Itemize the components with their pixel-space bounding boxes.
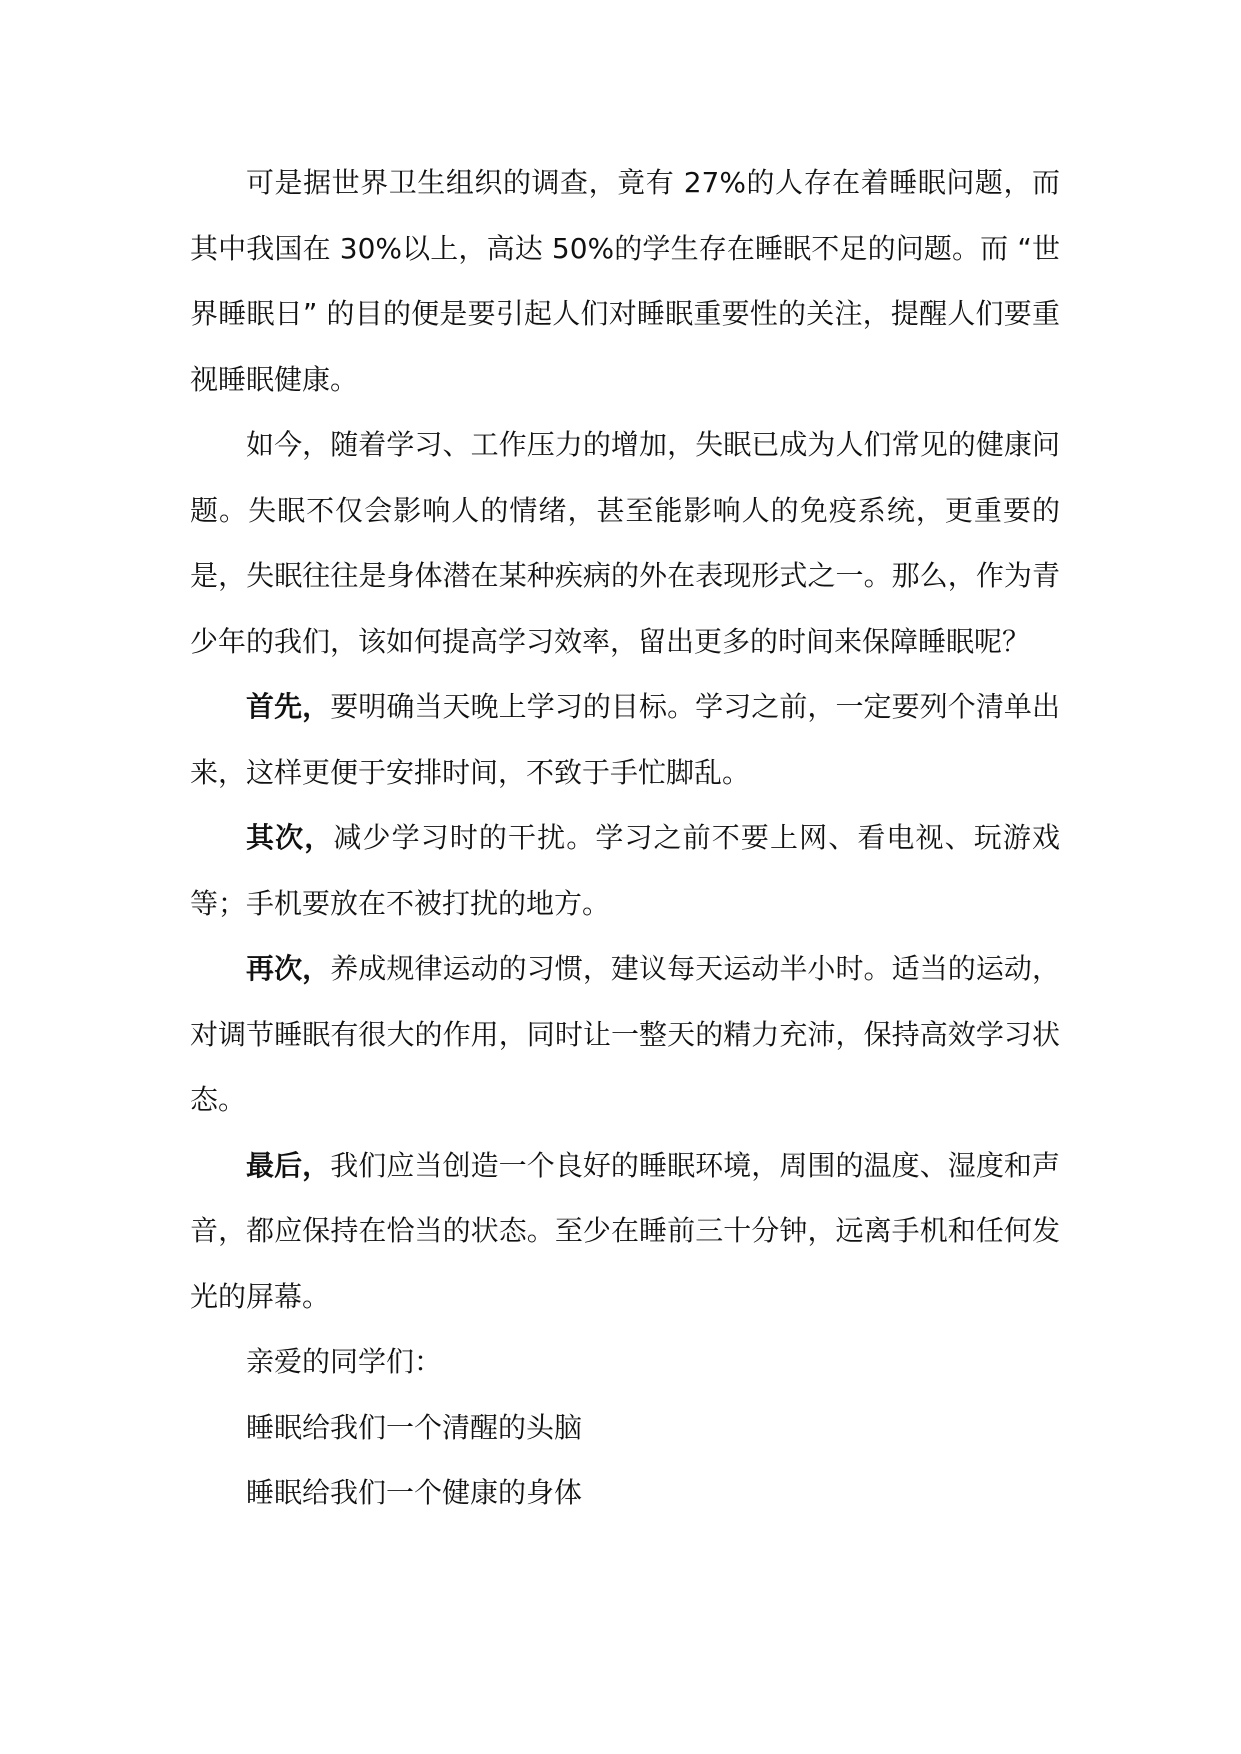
- paragraph-last: [190, 1133, 1060, 1330]
- paragraph-text: 可是据世界卫生组织的调查，竟有 27%的人存在着睡眠问题，而其中我国在 30%以上，高达 50%的学生存在睡眠不足的问题。而 “世界睡眠日” 的目的便是要引起人们对睡眠重要性的关注，提醒人们要重视睡眠健康。: [190, 166, 1060, 396]
- paragraph-lead-third: 再次，: [246, 952, 331, 985]
- paragraph-text: 养成规律运动的习惯，建议每天运动半小时。适当的运动，对调节睡眠有很大的作用，同时让一整天的精力充沛，保持高效学习状态。: [190, 952, 1060, 1116]
- closing-line: 睡眠给我们一个健康的身体: [246, 1476, 583, 1509]
- paragraph-lead-second: 其次，: [246, 821, 334, 854]
- paragraph-second: [190, 805, 1060, 936]
- paragraph-first: [190, 674, 1060, 805]
- paragraph-lead-last: 最后，: [246, 1148, 331, 1182]
- paragraph-text: 减少学习时的干扰。学习之前不要上网、看电视、玩游戏等；手机要放在不被打扰的地方。: [190, 821, 1060, 920]
- paragraph-text: 我们应当创造一个良好的睡眠环境，周围的温度、湿度和声音，都应保持在恰当的状态。至少在睡前三十分钟，远离手机和任何发光的屏幕。: [190, 1148, 1060, 1313]
- paragraph-lead-first: 首先，: [246, 690, 331, 723]
- paragraph-insomnia: [190, 412, 1060, 674]
- paragraph-text: 要明确当天晚上学习的目标。学习之前，一定要列个清单出来，这样更便于安排时间，不致于手忙脚乱。: [190, 690, 1060, 789]
- closing-greeting: 亲爱的同学们：: [246, 1345, 443, 1378]
- closing-line: 睡眠给我们一个清醒的头脑: [246, 1410, 583, 1444]
- paragraph-third: [190, 936, 1060, 1133]
- paragraph-text: 如今，随着学习、工作压力的增加，失眠已成为人们常见的健康问题。失眠不仅会影响人的情绪，甚至能影响人的免疫系统，更重要的是，失眠往往是身体潜在某种疾病的外在表现形式之一。那么，作为青少年的我们，该如何提高学习效率，留出更多的时间来保障睡眠呢？: [190, 428, 1060, 658]
- paragraph-survey: [190, 150, 1060, 412]
- document-page: [190, 150, 1060, 1526]
